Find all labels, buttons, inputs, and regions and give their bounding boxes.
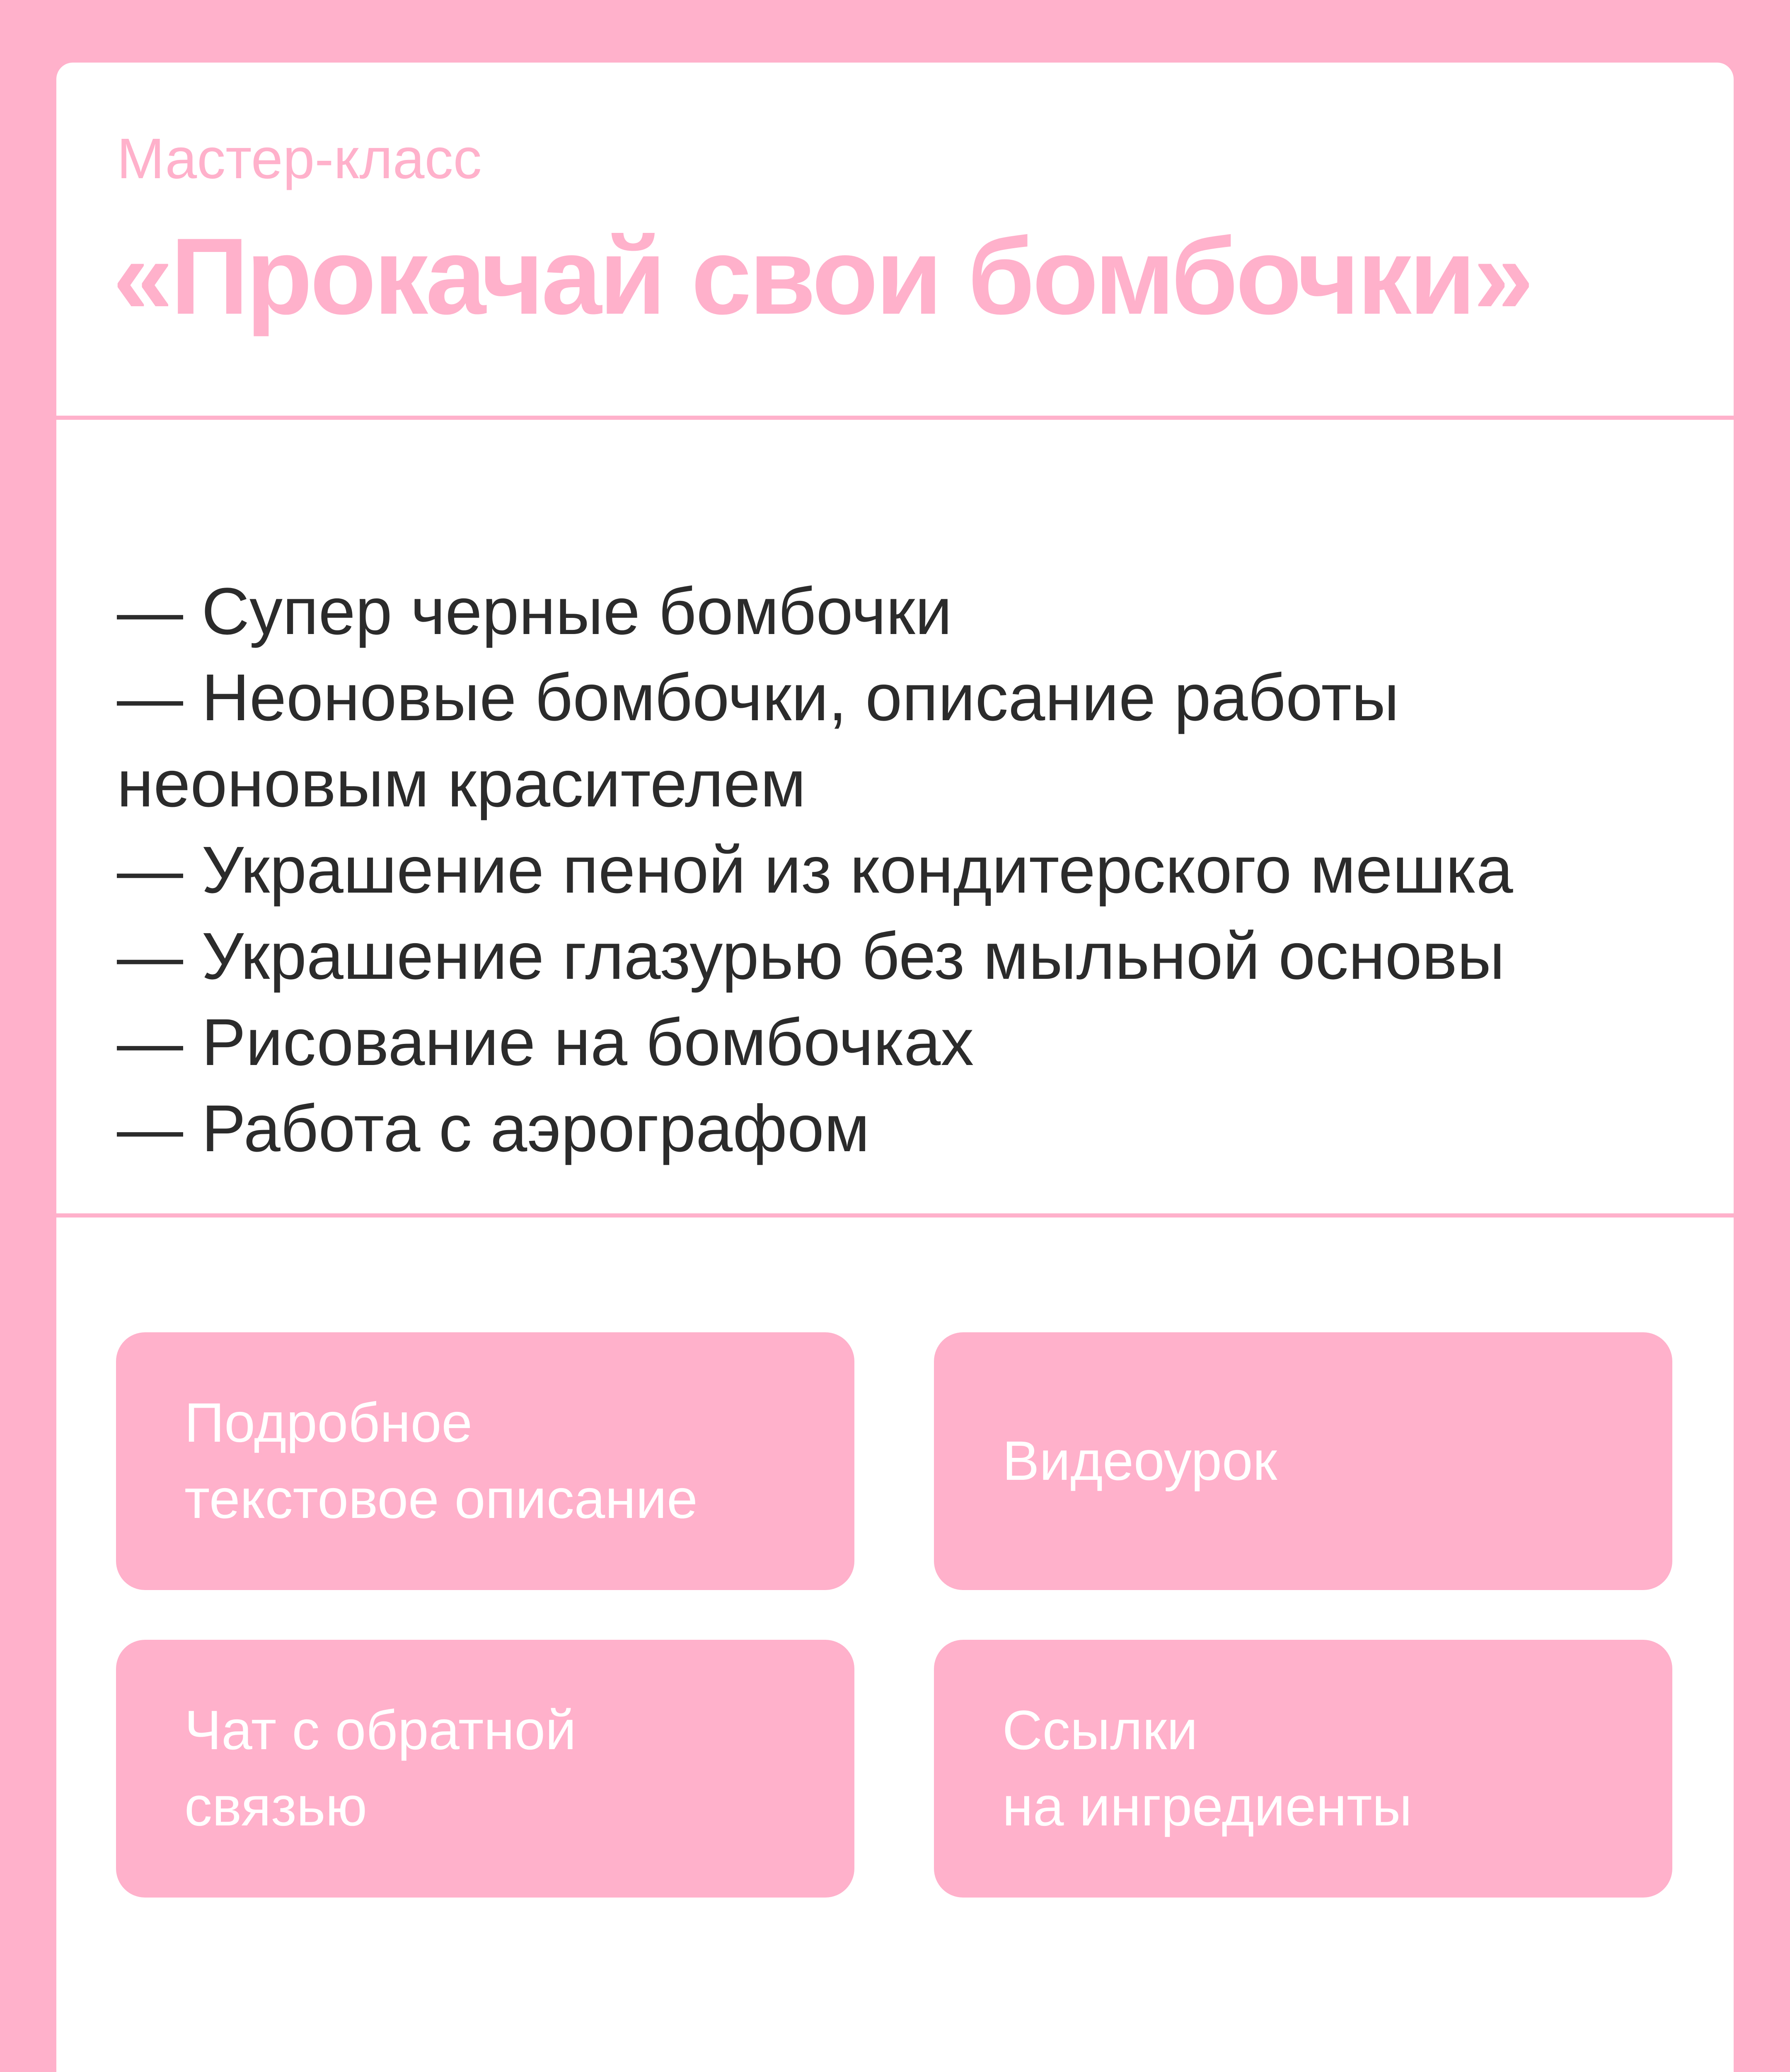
page-title: «Прокачай свои бомбочки» xyxy=(113,215,1531,337)
feature-item: неоновым красителем xyxy=(117,746,806,821)
divider-top xyxy=(56,416,1734,420)
tile-label: Видеоурок xyxy=(1002,1430,1277,1492)
card xyxy=(56,63,1734,2072)
tile-text-description xyxy=(116,1332,854,1590)
feature-item: — Рисование на бомбочках xyxy=(117,1005,974,1079)
tile-label: Подробное текстовое описание xyxy=(184,1392,698,1530)
tile-feedback-chat xyxy=(116,1640,854,1898)
feature-item: — Работа с аэрографом xyxy=(117,1091,870,1165)
tile-ingredient-links xyxy=(934,1640,1672,1898)
feature-list xyxy=(117,568,1700,1172)
tile-label: Чат с обратной связью xyxy=(184,1699,576,1837)
feature-item: — Украшение глазурью без мыльной основы xyxy=(117,919,1505,993)
feature-item: — Неоновые бомбочки, описание работы xyxy=(117,660,1399,734)
divider-bottom xyxy=(56,1213,1734,1218)
tile-label: Ссылки на ингредиенты xyxy=(1002,1699,1412,1837)
page-subtitle: Мастер-класс xyxy=(117,127,482,191)
feature-item: — Супер черные бомбочки xyxy=(117,574,952,648)
feature-item: — Украшение пеной из кондитерского мешка xyxy=(117,833,1513,907)
tile-video-lesson xyxy=(934,1332,1672,1590)
